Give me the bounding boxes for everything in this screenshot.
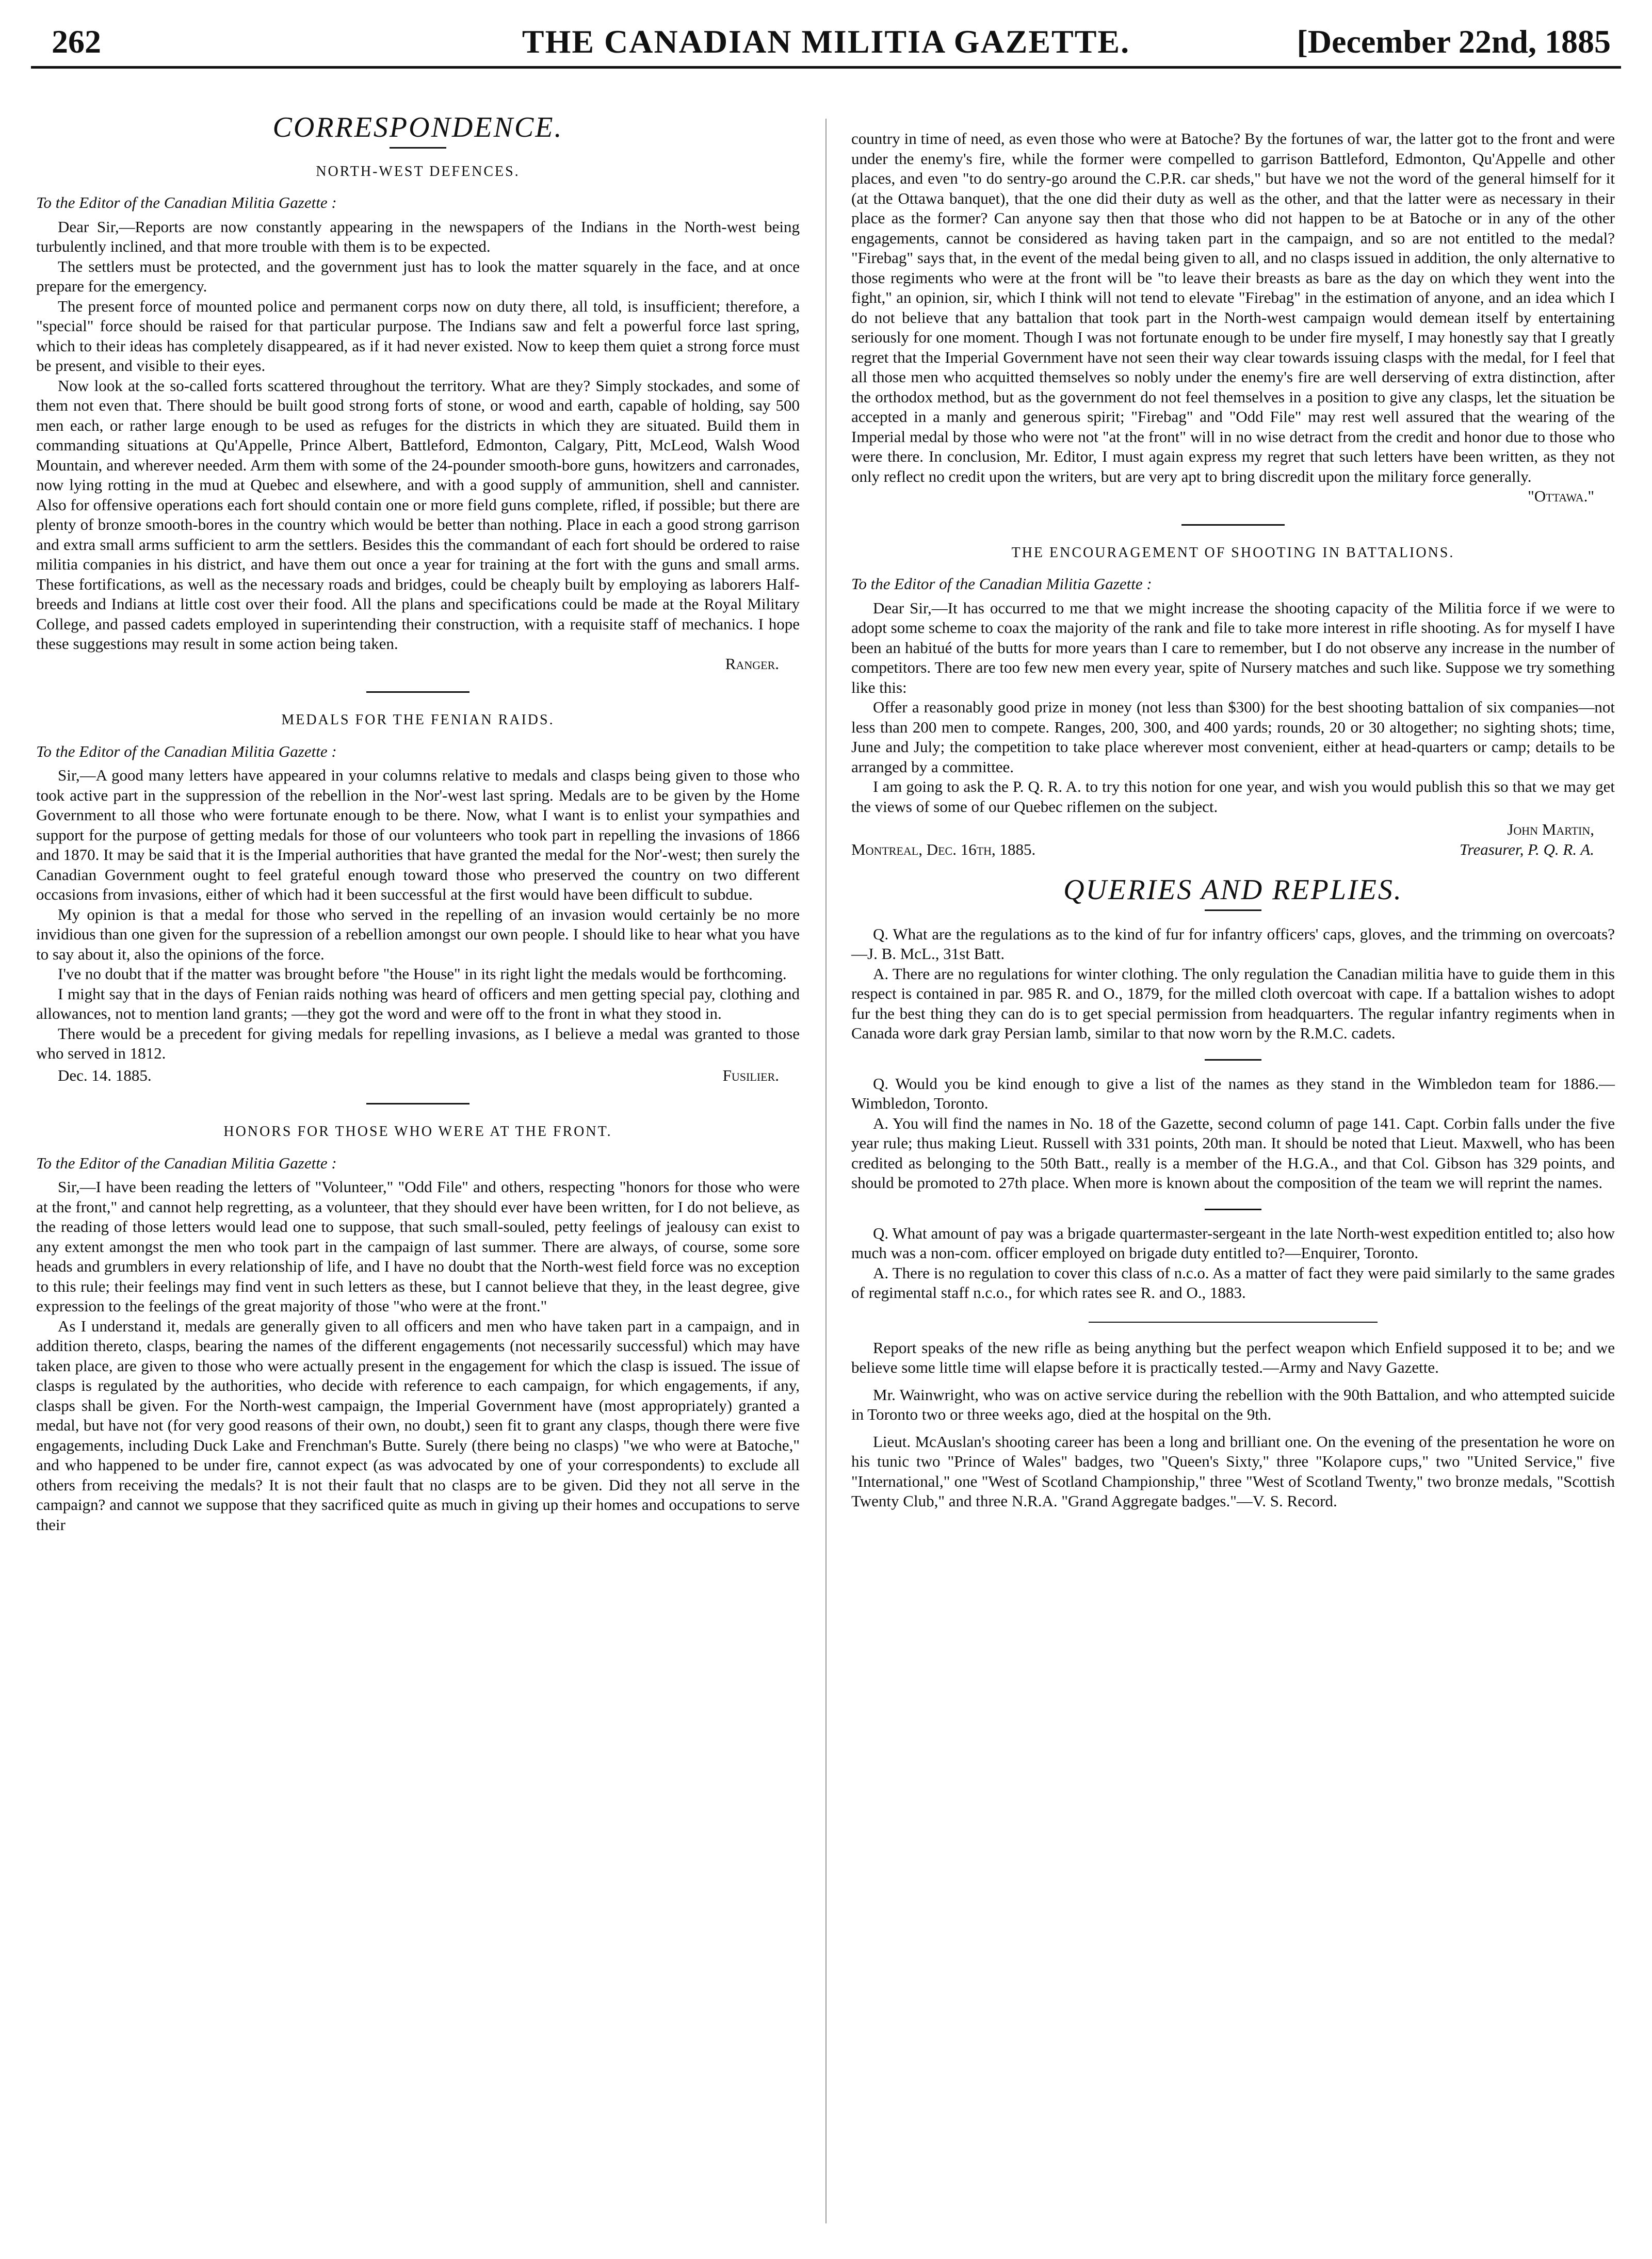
right-column [851, 129, 1615, 1512]
paragraph: The settlers must be protected, and the government just has to look the matter squarely in the face, and at once prepare for the emergency. [36, 257, 800, 295]
reply: A. You will find the names in No. 18 of the Gazette, second column of page 141. Capt. Corbin falls under the five year rule; thus making Lieut. Russell with 331 points, 20th man. It should be noted that Lieut. Maxwell, who has been credited as belonging to the 50th Batt., really is a member of the H.G.A., and that Col. Gibson has 329 points, and should be promoted to 27th place. When more is known about the composition of the team we will reprint the names. [851, 1114, 1615, 1192]
salutation: To the Editor of the Canadian Militia Gazette : [36, 193, 337, 212]
query: Q. What amount of pay was a brigade quartermaster-sergeant in the late North-west expedition entitled to; also how much was a non-com. officer employed on brigade duty entitled to?—Enquirer, Toronto. [851, 1224, 1615, 1262]
article-title: NORTH-WEST DEFENCES. [316, 163, 520, 180]
dateline [851, 840, 1615, 860]
signature-title: Treasurer, P. Q. R. A. [1460, 840, 1594, 858]
signature-name: John Martin, [1507, 820, 1594, 838]
paragraph: My opinion is that a medal for those who served in the repelling of an invasion would certainly be no more invidious than one given for the supression of a rebellion amongst our own people. I should like to hear what you have to say about it, also the opinions of the force. [36, 905, 800, 963]
paragraph: Dear Sir,—It has occurred to me that we might increase the shooting capacity of the Militia force if we were to adopt some scheme to coax the majority of the rank and file to take more interest in rifle shooting. As for myself I have been an habitué of the butts for more years than I care to remember, but I do not observe any increase in the number of competitors. There are too few new men every year, spite of Nursery matches and such like. Suppose we try something like this: [851, 598, 1615, 696]
signature: "Ottawa." [1528, 487, 1594, 505]
reply: A. There is no regulation to cover this class of n.c.o. As a matter of fact they were paid similarly to the same grades of regimental staff n.c.o., for which rates see R. and O., 1883. [851, 1263, 1615, 1302]
short-rule [1205, 909, 1261, 911]
reply: A. There are no regulations for winter clothing. The only regulation the Canadian militia have to guide them in this respect is contained in par. 985 R. and O., 1879, for the milled cloth overcoat with cape. If a battalion wishes to adopt fur the best thing they can do is to get special permission from headquarters. The regular infantry regiments when in Canada wore dark gray Persian lamb, similar to that now worn by the R.M.C. cadets. [851, 964, 1615, 1042]
separator [366, 1103, 469, 1104]
news-item: Report speaks of the new rifle as being anything but the perfect weapon which Enfield supposed it to be; and we believe some little time will elapse before it is practically tested.—Army and Navy Gazette. [851, 1338, 1615, 1376]
short-rule [1205, 1209, 1261, 1210]
paragraph: There would be a precedent for giving medals for repelling invasions, as I believe a medal was granted to those who served in 1812. [36, 1024, 800, 1062]
article-title: MEDALS FOR THE FENIAN RAIDS. [281, 712, 555, 728]
letter-date: Dec. 14. 1885. [58, 1066, 152, 1084]
paragraph: I might say that in the days of Fenian raids nothing was heard of officers and men getting special pay, clothing and allowances, not to mention land grants; —they got the word and were off to the front in what they stood in. [36, 984, 800, 1022]
article-title: HONORS FOR THOSE WHO WERE AT THE FRONT. [223, 1124, 612, 1140]
separator [1181, 524, 1285, 526]
paragraph: Offer a reasonably good prize in money (not less than $300) for the best shooting battalion of six companies—not less than 200 men to compete. Ranges, 200, 300, and 400 yards; rounds, 20 or 30 altogether; no sighting shots; time, June and July; the competition to take place wherever most convenient, either at head-quarters or camp; details to be arranged by a committee. [851, 698, 1615, 776]
short-rule [390, 147, 446, 149]
column-divider [825, 119, 827, 2223]
news-item: Mr. Wainwright, who was on active service during the rebellion with the 90th Battalion, and who attempted suicide in Toronto two or three weeks ago, died at the hospital on the 9th. [851, 1385, 1615, 1423]
salutation: To the Editor of the Canadian Militia Gazette : [36, 742, 337, 760]
masthead: THE CANADIAN MILITIA GAZETTE. [522, 23, 1130, 60]
paragraph: Sir,—A good many letters have appeared in your columns relative to medals and clasps being given to those who took active part in the suppression of the rebellion in the Nor'-west last spring. Medals are to be given by the Home Government to all those who were fortunate enough to be there. Now, what I want is to enlist your sympathies and support for the purpose of getting medals for those of our volunteers who took part in repelling the invasions of 1866 and 1870. It may be said that it is the Imperial authorities that have granted the medal for the Nor'-west; then surely the Canadian Government ought to feel grateful enough toward those who preserved the country on two different occasions from invasions, either of which had it been successful at the first would have been difficult to subdue. [36, 766, 800, 903]
paragraph: As I understand it, medals are generally given to all officers and men who have taken part in a campaign, and in addition thereto, clasps, bearing the names of the different engagements (not necessarily successful) which may have taken place, are given to those who were actually present in the engagement for which the clasp is issued. The issue of clasps is regulated by the authorities, who decide with reference to each campaign, for which engagements, if any, clasps shall be given. For the North-west campaign, the Imperial Government have (most appropriately) granted a medal, but have not (for very good reasons of their own, no doubt,) seen fit to grant any clasps, though there were five engagements, including Duck Lake and Frenchman's Butte. Surely (there being no clasps) "we who were at Batoche," and who happened to be under fire, cannot expect (as was advocated by one of your correspondents) to exclude all others from receiving the medals? It is not their fault that no clasps are to be given. Did they not all serve in the campaign? and cannot we suppose that they sacrificed quite as much in giving up their homes and occupations to serve their [36, 1317, 800, 1534]
article-title: THE ENCOURAGEMENT OF SHOOTING IN BATTALIONS. [1011, 544, 1455, 561]
query: Q. What are the regulations as to the kind of fur for infantry officers' caps, gloves, and the trimming on overcoats?—J. B. McL., 31st Batt. [851, 924, 1615, 963]
short-rule [1205, 1059, 1261, 1061]
paragraph: Sir,—I have been reading the letters of "Volunteer," "Odd File" and others, respecting "honors for those who were at the front," and cannot help regretting, as a volunteer, that they should ever have been written, for I do not believe, as the reading of those letters would lead one to suppose, that such small-souled, petty feelings of jealousy can exist to any extent amongst the men who took part in the campaign of last summer. There are always, of course, some sore heads and grumblers in every relationship of life, and I have no doubt that the North-west field force was no exception to this rule; their feelings may find vent in such letters as these, but I cannot believe that they, in the least degree, give expression to the feelings of the great majority of those "who were at the front." [36, 1178, 800, 1315]
dateline [36, 1066, 800, 1086]
left-column [36, 113, 800, 1535]
header-rule [31, 66, 1621, 69]
page-header [21, 23, 1631, 85]
paragraph: country in time of need, as even those who were at Batoche? By the fortunes of war, the latter got to the front and were under the enemy's fire, while the former were compelled to garrison Battleford, Edmonton, Qu'Appelle and other places, and even "to do sentry-go around the C.P.R. car sheds," but have we not the word of the general himself for it (at the Ottawa banquet), that the one did their duty as well as the other, and that the latter were as necessary in their place as the former? Can anyone say then that those who did not happen to be at Batoche or in any of the other engagements, cannot be considered as having taken part in the campaign, and so are not entitled to the medal? "Firebag" says that, in the event of the medal being given to all, and no clasps issued in addition, the only alternative to those regiments who were at the front will be "to leave their breasts as bare as the day on which they went into the fight," an opinion, sir, which I think will not tend to elevate "Firebag" in the estimation of anyone, and an idea which I do not believe that any battalion that took part in the North-west campaign would demean itself by entertaining seriously for one moment. Though I was not fortunate enough to be under fire myself, I may honestly say that I greatly regret that the Imperial Government have not seen their way clear towards issuing clasps with the medal, for I feel that all those men who acquitted themselves so nobly under the enemy's fire are well derserving of extra distinction, after the orthodox method, but as the government do not feel themselves in a position to give any clasps, let the situation be accepted in a manly and generous spirit; "Firebag" and "Odd File" may rest well assured that the wearing of the Imperial medal by those who were not "at the front" will in no wise detract from the credit and honor due to those who were there. In conclusion, Mr. Editor, I must again express my regret that such letters have been written, as they not only reflect no credit upon the writers, but are very apt to bring discredit upon the military force generally. [851, 129, 1615, 485]
paragraph: The present force of mounted police and permanent corps now on duty there, all told, is insufficient; therefore, a "special" force should be raised for that particular purpose. The Indians saw and felt a powerful force last spring, which to their ideas has completely disappeared, as if it had never existed. Now to keep them quiet a strong force must be present, and visible to their eyes. [36, 297, 800, 375]
news-item: Lieut. McAuslan's shooting career has been a long and brilliant one. On the evening of the presentation he wore on his tunic two "Prince of Wales" badges, two "Queen's Sixty," three "Kolapore cups," two "United Service," five "International," one "West of Scotland Championship," three "West of Scotland Twenty," two bronze medals, "Scottish Twenty Club," and three N.R.A. "Grand Aggregate badges."—V. S. Record. [851, 1432, 1615, 1510]
salutation: To the Editor of the Canadian Militia Gazette : [851, 575, 1152, 593]
signature: Fusilier. [722, 1066, 779, 1084]
paragraph: Now look at the so-called forts scattered throughout the territory. What are they? Simply stockades, and some of them not even that. There should be built good strong forts of stone, or wood and earth, capable of holding, say 500 men each, or rather large enough to be used as refuges for the districts in which they are situated. Build them in commanding situations at Qu'Appelle, Prince Albert, Battleford, Edmonton, Calgary, Pitt, McLeod, Walsh Wood Mountain, and wherever needed. Arm them with some of the 24-pounder smooth-bore guns, howitzers and carronades, now lying rotting in the mud at Quebec and elsewhere, and with a good supply of ammunition, shell and cannister. Also for offensive operations each fort should contain one or more field guns complete, rifled, if possible; but there are plenty of bronze smooth-bores in the country which would be better than nothing. Place in each a good strong garrison and extra small arms sufficient to arm the settlers. Besides this the commandant of each fort should be ordered to raise militia companies in his district, and have them out once a year for training at the fort with the guns and small arms. These fortifications, as well as the necessary roads and bridges, could be cheaply built by employing as laborers Half-breeds and Indians at little cost over their food. All the plans and specifications could be made at the Royal Military College, and passed cadets employed in superintending their construction, with a requisite staff of mechanics. I hope these suggestions may result in some action being taken. [36, 376, 800, 653]
paragraph: I've no doubt that if the matter was brought before "the House" in its right light the medals would be forthcoming. [58, 965, 787, 983]
paragraph: Dear Sir,—Reports are now constantly appearing in the newspapers of the Indians in the North-west being turbulently inclined, and that more trouble with them is to be expected. [36, 217, 800, 255]
signature: Ranger. [725, 654, 779, 673]
salutation: To the Editor of the Canadian Militia Gazette : [36, 1153, 337, 1172]
section-title-queries: QUERIES AND REPLIES. [1063, 874, 1403, 906]
section-title-correspondence: CORRESPONDENCE. [272, 111, 563, 143]
paragraph: I am going to ask the P. Q. R. A. to try this notion for one year, and wish you would publish this so that we may get the views of some of our Quebec riflemen on the subject. [851, 777, 1615, 816]
page-number: 262 [52, 23, 101, 60]
place-date: Montreal, Dec. 16th, 1885. [851, 840, 1036, 858]
issue-date: [December 22nd, 1885 [1297, 23, 1611, 60]
separator [1089, 1322, 1378, 1323]
query: Q. Would you be kind enough to give a list of the names as they stand in the Wimbledon team for 1886.—Wimbledon, Toronto. [851, 1074, 1615, 1112]
separator [366, 691, 469, 693]
